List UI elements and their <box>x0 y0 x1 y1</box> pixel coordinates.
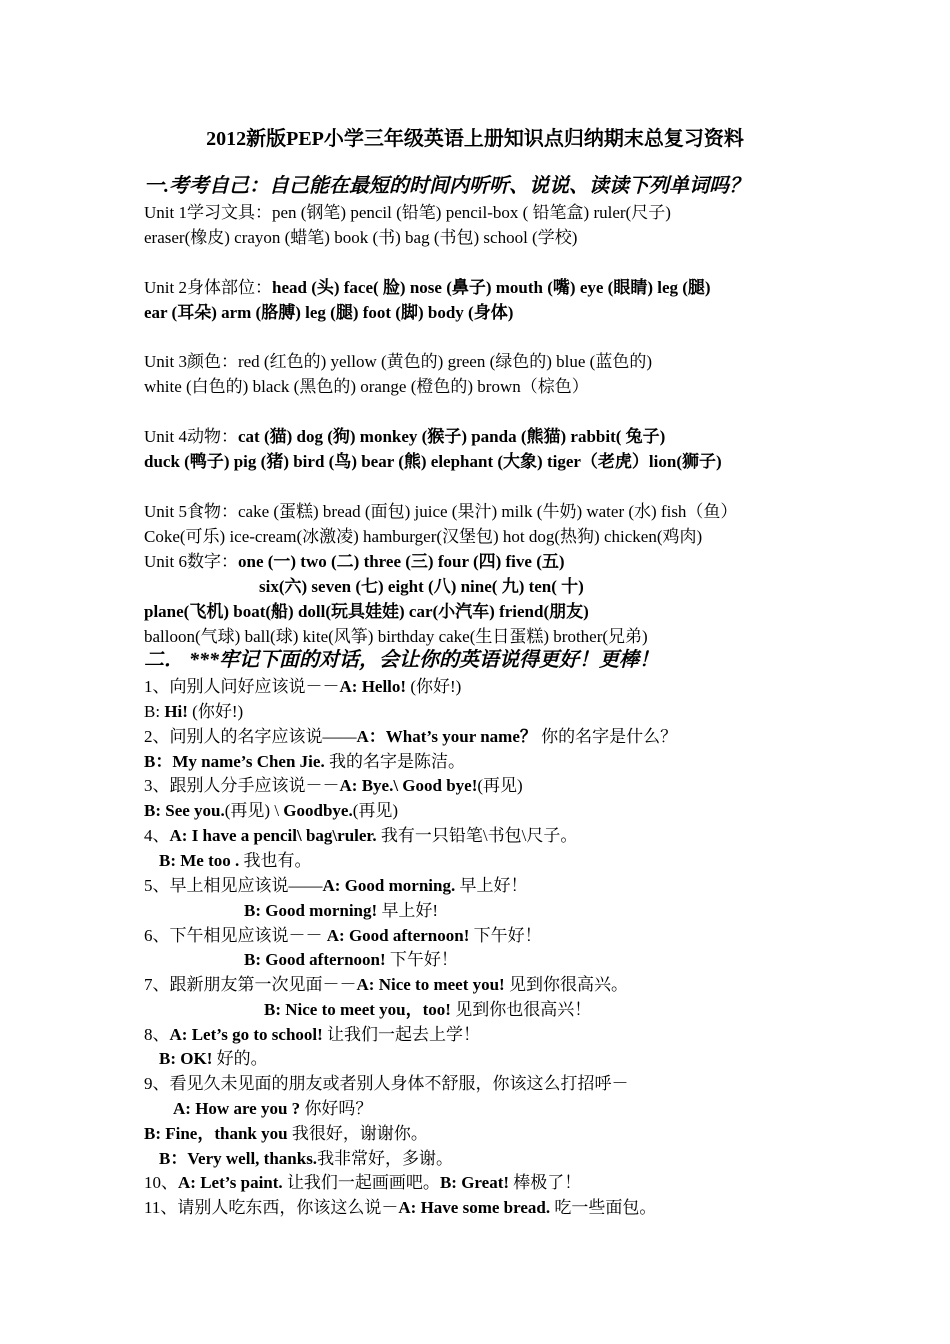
dialog-10-a-english: A: Let’s paint. <box>178 1173 283 1192</box>
dialog-5-b-english: B: Good morning! <box>244 901 378 920</box>
dialog-2-b <box>144 749 465 774</box>
dialog-3-b-english-1: B: See you. <box>144 801 225 820</box>
unit-1-line-2: eraser(橡皮) crayon (蜡笔) book (书) bag (书包) school (学校) <box>144 228 578 247</box>
dialog-9-b-translation: 我很好，谢谢你。 <box>287 1124 428 1143</box>
dialog-3-a <box>144 773 523 798</box>
unit-6-line-2: six(六) seven (七) eight (八) nine( 九) ten( 十) <box>259 577 584 596</box>
dialog-6-prompt: 6、下午相见应该说－－ <box>144 926 327 945</box>
dialog-10-number: 10、 <box>144 1173 178 1192</box>
extra-words-line-1: plane(飞机) boat(船) doll(玩具娃娃) car(小汽车) friend(朋友) <box>144 602 589 621</box>
extra-words-line-2: balloon(气球) ball(球) kite(风筝) birthday cake(生日蛋糕) brother(兄弟) <box>144 627 648 646</box>
dialog-9-a-translation: 你好吗？ <box>300 1099 373 1118</box>
dialog-8-a <box>144 1022 480 1047</box>
unit-3-line-1: Unit 3颜色：red (红色的) yellow (黄色的) green (绿色的) blue (蓝色的) <box>144 352 653 371</box>
unit-3-line-2: white (白色的) black (黑色的) orange (橙色的) brown（棕色） <box>144 377 589 396</box>
dialog-5-translation: 早上好！ <box>455 876 528 895</box>
unit-5-line-1: Unit 5食物：cake (蛋糕) bread (面包) juice (果汁) milk (牛奶) water (水) fish（鱼） <box>144 502 738 521</box>
dialog-8-english: A: Let’s go to school! <box>169 1025 323 1044</box>
dialog-2-b-translation: 我的名字是陈洁。 <box>324 752 465 771</box>
dialog-10-b-translation: 棒极了！ <box>509 1173 582 1192</box>
dialog-11-translation: 吃一些面包。 <box>550 1198 657 1217</box>
dialog-4-b-translation: 我也有。 <box>239 851 312 870</box>
dialog-8-b <box>159 1046 268 1071</box>
dialog-9-b-english: B: Fine，thank you <box>144 1124 288 1143</box>
dialog-9-a-english: A: How are you ? <box>173 1099 301 1118</box>
dialog-8-b-english: B: OK! <box>159 1049 213 1068</box>
dialog-4-translation: 我有一只铅笔\书包\尺子。 <box>376 826 578 845</box>
dialog-5-english: A: Good morning. <box>322 876 456 895</box>
dialog-4-a <box>144 823 577 848</box>
dialog-5-b-translation: 早上好! <box>377 901 439 920</box>
dialog-2-translation: 你的名字是什么？ <box>536 727 678 746</box>
dialog-7-prompt: 7、跟新朋友第一次见面－－ <box>144 975 357 994</box>
dialog-4-number: 4、 <box>144 826 170 845</box>
dialog-11-prompt: 11、请别人吃东西，你该这么说－ <box>144 1198 399 1217</box>
dialog-1-b <box>144 699 243 724</box>
dialog-6-translation: 下午好！ <box>469 926 542 945</box>
dialog-1-prompt: 1、向别人问好应该说－－ <box>144 677 340 696</box>
dialog-6-b-english: B: Good afternoon! <box>244 950 386 969</box>
dialog-9-c-english: B：Very well, thanks. <box>159 1149 318 1168</box>
dialog-4-english: A: I have a pencil\ bag\ruler. <box>169 826 377 845</box>
dialog-7-translation: 见到你很高兴。 <box>504 975 628 994</box>
dialog-2-b-english: B：My name’s Chen Jie. <box>144 752 325 771</box>
dialog-3-b <box>144 798 398 823</box>
dialog-11-english: A: Have some bread. <box>398 1198 551 1217</box>
unit-6-line-1 <box>144 549 565 574</box>
unit-1-line-1: Unit 1学习文具：pen (钢笔) pencil (铅笔) pencil-box ( 铅笔盒) ruler(尺子) <box>144 203 671 222</box>
dialog-1-b-translation: (你好!) <box>187 702 244 721</box>
dialog-7-english: A: Nice to meet you! <box>356 975 505 994</box>
dialog-9-a <box>173 1096 372 1121</box>
dialog-4-b-english: B: Me too . <box>159 851 240 870</box>
unit-5-line-2: Coke(可乐) ice-cream(冰激凌) hamburger(汉堡包) hot dog(热狗) chicken(鸡肉) <box>144 527 703 546</box>
dialog-7-b <box>264 997 591 1022</box>
dialog-7-b-translation: 见到你也很高兴！ <box>450 1000 592 1019</box>
unit-2-line-1 <box>144 275 711 300</box>
dialog-4-b <box>159 848 312 873</box>
dialog-10-b-english: B: Great! <box>439 1173 510 1192</box>
unit-4-line-1 <box>144 424 665 449</box>
dialog-1-b-speaker: B: <box>144 702 165 721</box>
unit-2-label: Unit 2身体部位： <box>144 278 272 297</box>
unit-6-words-1: one (一) two (二) three (三) four (四) five (五) <box>237 552 565 571</box>
unit-2-words-1: head (头) face( 脸) nose (鼻子) mouth (嘴) eye (眼睛) leg (腿) <box>271 278 711 297</box>
section-1-heading: 一.考考自己：自己能在最短的时间内听听、说说、读读下列单词吗？ <box>144 175 749 197</box>
dialog-9-b <box>144 1121 428 1146</box>
dialog-3-b-translation-2: (再见) <box>352 801 399 820</box>
dialog-3-b-english-2: Goodbye. <box>283 801 353 820</box>
dialog-1-translation: (你好!) <box>406 677 462 696</box>
unit-6-label: Unit 6数字： <box>144 552 238 571</box>
dialog-6-b <box>244 947 458 972</box>
document-title: 2012新版PEP小学三年级英语上册知识点归纳期末总复习资料 <box>206 128 744 150</box>
dialog-8-number: 8、 <box>144 1025 170 1044</box>
dialog-1-a <box>144 674 461 699</box>
dialog-3-translation: (再见) <box>477 776 523 795</box>
dialog-5-b <box>244 898 438 923</box>
unit-4-words-1: cat (猫) dog (狗) monkey (猴子) panda (熊猫) rabbit( 兔子) <box>237 427 666 446</box>
dialog-9-c-translation: 我非常好，多谢。 <box>317 1149 454 1168</box>
dialog-3-prompt: 3、跟别人分手应该说－－ <box>144 776 340 795</box>
dialog-1-b-english: Hi! <box>164 702 188 721</box>
dialog-6-b-translation: 下午好！ <box>385 950 458 969</box>
dialog-6-a <box>144 923 542 948</box>
dialog-7-b-english: B: Nice to meet you，too! <box>264 1000 451 1019</box>
dialog-9-prompt: 9、看见久未见面的朋友或者别人身体不舒服，你该这么打招呼－ <box>144 1074 629 1093</box>
dialog-2-prompt: 2、问别人的名字应该说—— <box>144 727 357 746</box>
dialog-5-a <box>144 873 527 898</box>
dialog-9-c <box>159 1146 453 1171</box>
section-2-heading: 二． ***牢记下面的对话，会让你的英语说得更好！更棒！ <box>144 649 659 671</box>
dialog-2-english: A：What’s your name？ <box>356 727 537 746</box>
dialog-1-english: A: Hello! <box>339 677 407 696</box>
dialog-6-english: A: Good afternoon! <box>326 926 470 945</box>
unit-4-label: Unit 4动物： <box>144 427 238 446</box>
dialog-2-a <box>144 724 677 749</box>
dialog-11 <box>144 1195 656 1220</box>
dialog-8-b-translation: 好的。 <box>212 1049 268 1068</box>
dialog-10-a-translation: 让我们一起画画吧。 <box>282 1173 440 1192</box>
dialog-3-english: A: Bye.\ Good bye! <box>339 776 478 795</box>
dialog-7-a <box>144 972 628 997</box>
dialog-10 <box>144 1170 581 1195</box>
dialog-3-b-translation-1: (再见) \ <box>224 801 284 820</box>
unit-2-line-2: ear (耳朵) arm (胳膊) leg (腿) foot (脚) body (身体) <box>144 303 514 322</box>
unit-4-line-2: duck (鸭子) pig (猪) bird (鸟) bear (熊) elephant (大象) tiger（老虎）lion(狮子) <box>144 452 722 471</box>
dialog-8-translation: 让我们一起去上学！ <box>322 1025 481 1044</box>
dialog-5-prompt: 5、早上相见应该说—— <box>144 876 323 895</box>
